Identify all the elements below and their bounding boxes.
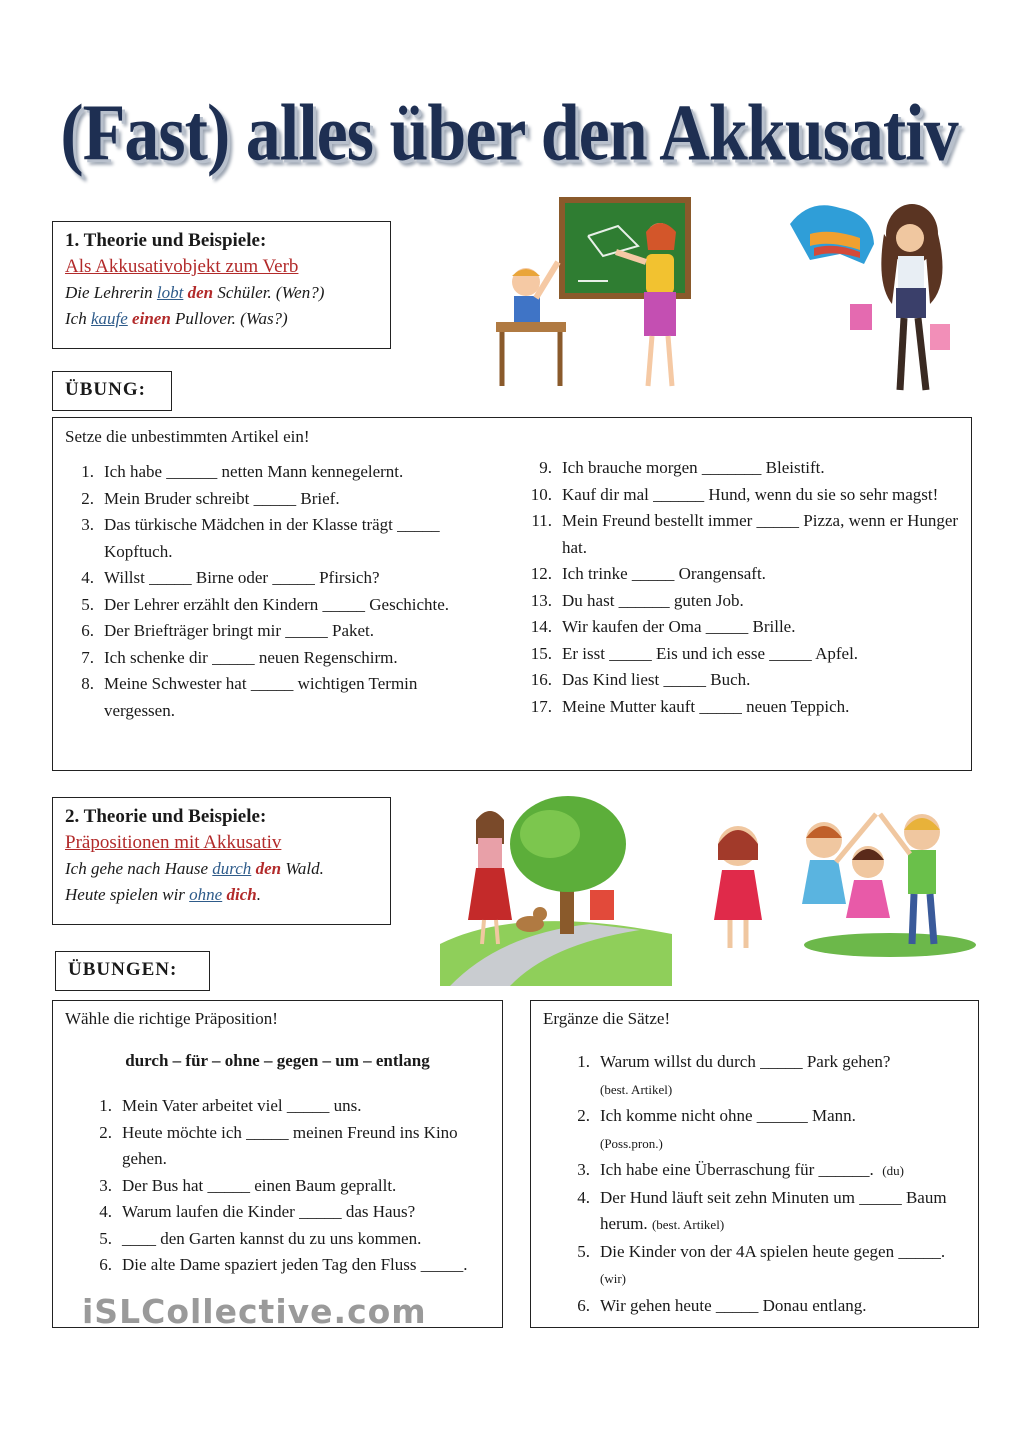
list-item <box>510 694 960 721</box>
watermark: iSLCollective.com <box>82 1292 427 1331</box>
item-number: 6. <box>99 1255 112 1274</box>
list-item <box>548 1239 968 1293</box>
item-number: 3. <box>577 1160 590 1179</box>
theory-box-2 <box>52 797 391 925</box>
list-item <box>510 482 960 509</box>
list-item <box>548 1293 968 1320</box>
example-text: Schüler. (Wen?) <box>213 283 325 302</box>
example-text: Heute spielen wir <box>65 885 190 904</box>
item-text: Mein Freund bestellt immer _____ Pizza, wenn er Hunger hat. <box>562 511 959 557</box>
theory-2-subheading: Präpositionen mit Akkusativ <box>65 832 282 853</box>
example-article: einen <box>132 309 171 328</box>
exercise-2-list <box>70 1093 490 1279</box>
item-text: Willst _____ Birne oder _____ Pfirsich? <box>104 568 380 587</box>
item-text: Das Kind liest _____ Buch. <box>562 670 751 689</box>
item-text: Wir kaufen der Oma _____ Brille. <box>562 617 796 636</box>
item-number: 2. <box>577 1106 590 1125</box>
list-item <box>52 459 492 486</box>
item-text: Die Kinder von der 4A spielen heute gegen _____. <box>600 1241 946 1261</box>
item-text: Ich habe ______ netten Mann kennegelernt. <box>104 462 404 481</box>
item-text: Der Lehrer erzählt den Kindern _____ Geschichte. <box>104 594 450 614</box>
list-item <box>548 1103 968 1157</box>
item-number: 2. <box>99 1122 112 1142</box>
item-text: Der Briefträger bringt mir _____ Paket. <box>104 621 375 640</box>
exercise-2-instruction: Wähle die richtige Präposition! <box>65 1009 278 1028</box>
list-item <box>510 641 960 668</box>
shopping-girl-illustration <box>780 194 960 400</box>
theory-2-example-2 <box>65 882 378 908</box>
item-text: Das türkische Mädchen in der Klasse trägt _____ Kopftuch. <box>104 515 440 561</box>
preposition-options: durch – für – ohne – gegen – um – entlang <box>125 1051 430 1070</box>
example-text: Ich <box>65 309 91 328</box>
item-text: Die alte Dame spaziert jeden Tag den Fluss _____. <box>122 1255 468 1274</box>
example-verb: lobt <box>156 283 184 302</box>
list-item <box>52 486 492 513</box>
item-number: 17. <box>530 696 552 716</box>
list-item <box>510 561 960 588</box>
item-number: 5. <box>81 594 94 614</box>
list-item <box>548 1157 968 1185</box>
item-number: 12. <box>530 564 552 583</box>
example-verb: kaufe <box>90 309 128 328</box>
list-item <box>548 1049 968 1103</box>
example-text: . <box>256 885 261 904</box>
example-preposition: ohne <box>189 885 223 904</box>
teacher-student-illustration <box>488 196 710 398</box>
list-item <box>510 508 960 561</box>
item-text: Der Bus hat _____ einen Baum geprallt. <box>122 1175 397 1195</box>
item-text: Ich trinke _____ Orangensaft. <box>562 564 766 583</box>
list-item <box>52 565 492 592</box>
item-number: 11. <box>531 511 552 530</box>
park-walk-illustration <box>440 794 672 986</box>
item-text: Mein Vater arbeitet viel _____ uns. <box>122 1096 362 1115</box>
example-article: den <box>187 283 214 302</box>
item-number: 6. <box>81 621 94 640</box>
list-item <box>548 1185 968 1239</box>
list-item <box>52 671 492 724</box>
list-item <box>52 512 492 565</box>
exercise-1-right-list <box>510 455 960 720</box>
item-number: 6. <box>577 1295 590 1315</box>
list-item <box>52 618 492 645</box>
exercise-3-instruction: Ergänze die Sätze! <box>543 1009 671 1028</box>
uebungen-label: ÜBUNGEN: <box>55 951 210 991</box>
theory-2-example-1 <box>65 856 378 882</box>
item-number: 8. <box>81 674 94 693</box>
list-item <box>70 1120 490 1173</box>
item-text: Warum willst du durch _____ Park gehen? <box>600 1052 891 1071</box>
item-text: Ich komme nicht ohne ______ Mann. <box>600 1106 856 1125</box>
item-text: Heute möchte ich _____ meinen Freund ins Kino gehen. <box>122 1122 458 1168</box>
item-text: Er isst _____ Eis und ich esse _____ Apfel. <box>562 643 859 663</box>
example-article: den <box>255 859 282 878</box>
list-item <box>52 645 492 672</box>
example-preposition: durch <box>212 859 252 878</box>
list-item <box>510 614 960 641</box>
exercise-1-instruction: Setze die unbestimmten Artikel ein! <box>65 427 310 446</box>
item-hint: (best. Artikel) <box>651 1217 725 1232</box>
list-item <box>510 667 960 694</box>
item-hint: (du) <box>882 1163 904 1178</box>
item-number: 16. <box>530 670 552 689</box>
item-number: 15. <box>530 643 552 663</box>
theory-box-1 <box>52 221 391 349</box>
item-number: 4. <box>99 1202 112 1221</box>
example-article: dich <box>226 885 257 904</box>
exercise-3-list <box>548 1049 968 1319</box>
theory-1-example-1 <box>65 280 378 306</box>
theory-1-heading: 1. Theorie und Beispiele: <box>65 230 267 251</box>
list-item <box>70 1199 490 1226</box>
item-text: Ich brauche morgen _______ Bleistift. <box>562 458 825 477</box>
list-item <box>70 1173 490 1200</box>
list-item <box>52 592 492 619</box>
item-text: Du hast ______ guten Job. <box>562 590 744 610</box>
item-number: 5. <box>577 1241 590 1261</box>
item-number: 4. <box>81 568 94 587</box>
item-number: 4. <box>577 1187 590 1207</box>
list-item <box>510 588 960 615</box>
example-text: Wald. <box>281 859 324 878</box>
item-number: 1. <box>577 1052 590 1071</box>
item-number: 1. <box>81 462 94 481</box>
item-text: Warum laufen die Kinder _____ das Haus? <box>122 1202 416 1221</box>
item-number: 3. <box>81 515 94 534</box>
item-number: 7. <box>81 647 94 667</box>
item-text: Meine Schwester hat _____ wichtigen Termin vergessen. <box>104 674 418 720</box>
item-text: Ich habe eine Überraschung für ______. <box>600 1160 874 1179</box>
list-item <box>510 455 960 482</box>
item-text: Der Hund läuft seit zehn Minuten um _____ Baum herum. <box>600 1187 947 1233</box>
exercise-1-left-list <box>52 459 492 724</box>
uebung-label: ÜBUNG: <box>52 371 172 411</box>
item-number: 9. <box>539 458 552 477</box>
page-title: (Fast) alles über den Akkusativ <box>60 89 958 178</box>
example-text: Pullover. (Was?) <box>170 309 288 328</box>
item-text: Meine Mutter kauft _____ neuen Teppich. <box>562 696 850 716</box>
theory-1-subheading: Als Akkusativobjekt zum Verb <box>65 256 299 277</box>
item-text: Kauf dir mal ______ Hund, wenn du sie so sehr magst! <box>562 484 939 504</box>
children-playing-illustration <box>700 800 976 958</box>
item-number: 10. <box>530 484 552 504</box>
item-number: 5. <box>99 1228 112 1248</box>
item-text: ____ den Garten kannst du zu uns kommen. <box>122 1228 422 1248</box>
item-text: Mein Bruder schreibt _____ Brief. <box>104 488 340 508</box>
item-number: 14. <box>530 617 552 636</box>
item-hint: (wir) <box>600 1271 626 1286</box>
item-number: 1. <box>99 1096 112 1115</box>
theory-2-heading: 2. Theorie und Beispiele: <box>65 806 267 827</box>
item-hint: (Poss.pron.) <box>600 1135 663 1151</box>
list-item <box>70 1226 490 1253</box>
example-text: Ich gehe nach Hause <box>65 859 213 878</box>
example-text: Die Lehrerin <box>65 283 157 302</box>
item-text: Wir gehen heute _____ Donau entlang. <box>600 1295 867 1315</box>
list-item <box>70 1252 490 1279</box>
item-number: 3. <box>99 1175 112 1195</box>
item-number: 2. <box>81 488 94 508</box>
item-hint: (best. Artikel) <box>600 1081 673 1097</box>
theory-1-example-2 <box>65 306 378 332</box>
list-item <box>70 1093 490 1120</box>
item-text: Ich schenke dir _____ neuen Regenschirm. <box>104 647 398 667</box>
item-number: 13. <box>530 590 552 610</box>
